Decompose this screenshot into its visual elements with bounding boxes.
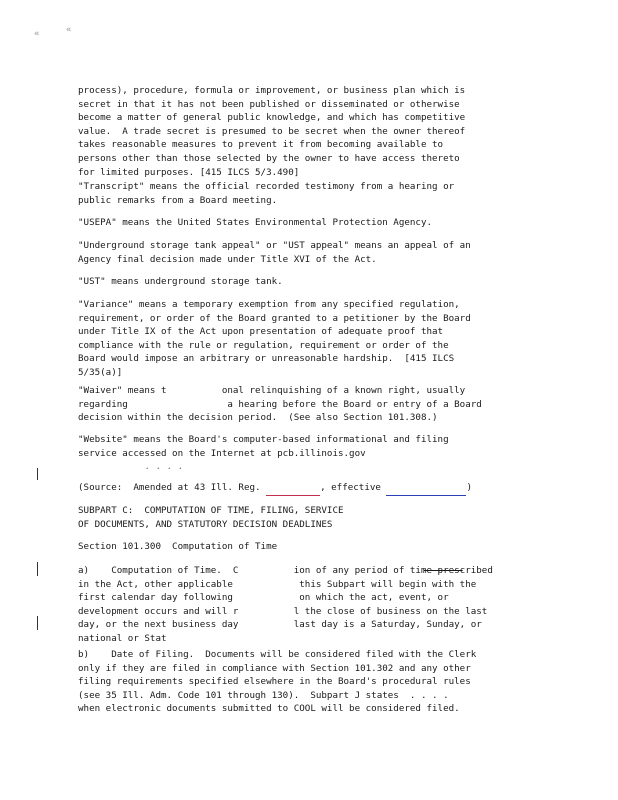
section-heading	[78, 540, 540, 554]
text-line: secret in that it has not been published or disseminated or otherwise	[78, 98, 460, 110]
paragraph-ust	[78, 275, 540, 289]
text-line: decision within the decision period. (See also Section 101.308.)	[78, 412, 438, 424]
paragraph-usepa	[78, 216, 540, 230]
text-line: "Waiver" means t onal relinquishing of a known right, usually	[78, 385, 466, 396]
text-line: service accessed on the Internet at pcb.illinois.gov	[78, 447, 366, 459]
text-line: in the Act, other applicable this Subpart will begin with the	[78, 578, 477, 590]
source-middle: , effective	[320, 482, 387, 493]
paragraph-waiver	[78, 384, 540, 425]
text-line: a) Computation of Time. C ion of any period of time prescribed	[78, 565, 493, 576]
text-line: value. A trade secret is presumed to be secret when the owner thereof	[78, 125, 466, 137]
blank-effective-line	[386, 481, 466, 496]
text-line: become a matter of general public knowledge, and which has competitive	[78, 112, 466, 124]
text-line: development occurs and will r l the close of business on the last	[78, 605, 488, 617]
text-line: requirement, or order of the Board granted to a petitioner by the Board	[78, 312, 471, 324]
text-line: under Title IX of the Act upon presentation of adequate proof that	[78, 326, 444, 338]
text-line: "USEPA" means the United States Environmental Protection Agency.	[78, 217, 433, 228]
source-note	[78, 481, 540, 496]
paragraph-ust-appeal	[78, 239, 540, 266]
revision-bar	[37, 616, 38, 630]
text-line: Board would impose an arbitrary or unreasonable hardship. [415 ILCS	[78, 353, 455, 365]
paragraph-variance	[78, 298, 540, 380]
text-line: regarding a hearing before the Board or entry of a Board	[78, 398, 482, 410]
text-line: filing requirements specified elsewhere in the Board's procedural rules	[78, 676, 471, 688]
text-line: national or Stat	[78, 632, 167, 644]
revision-bar	[37, 562, 38, 576]
revision-bar	[37, 468, 38, 480]
text-line: b) Date of Filing. Documents will be considered filed with the Clerk	[78, 649, 477, 660]
text-line: "UST" means underground storage tank.	[78, 276, 283, 287]
text-line: (see 35 Ill. Adm. Code 101 through 130). Subpart J states . . . .	[78, 689, 449, 701]
text-line: 5/35(a)]	[78, 366, 123, 378]
source-suffix: )	[466, 482, 473, 493]
text-line: for limited purposes. [415 ILCS 5/3.490]	[78, 166, 300, 178]
text-line: "Underground storage tank appeal" or "UST appeal" means an appeal of an	[78, 240, 471, 251]
scan-residue: . . . .	[78, 461, 184, 473]
scan-mark: «	[34, 29, 40, 39]
struck-text	[424, 564, 463, 578]
text-line: OF DOCUMENTS, AND STATUTORY DECISION DEADLINES	[78, 518, 333, 530]
text-line: only if they are filed in compliance with Section 101.302 and any other	[78, 662, 471, 674]
blank-register-line	[266, 481, 320, 496]
text-line: persons other than those selected by the owner to have access thereto	[78, 152, 460, 164]
text-line: Agency final decision made under Title XVI of the Act.	[78, 253, 377, 265]
text-line: when electronic documents submitted to COOL will be considered filed.	[78, 703, 460, 715]
text-line: public remarks from a Board meeting.	[78, 194, 278, 206]
text-line: takes reasonable measures to prevent it from becoming available to	[78, 139, 444, 151]
text-line: SUBPART C: COMPUTATION OF TIME, FILING, SERVICE	[78, 505, 344, 516]
paragraph-b-date-of-filing	[78, 648, 540, 716]
text-line: day, or the next business day last day is a Saturday, Sunday, or	[78, 619, 482, 631]
text-line: process), procedure, formula or improvement, or business plan which is	[78, 85, 466, 96]
text-line: first calendar day following on which the act, event, or	[78, 592, 449, 604]
text-line: compliance with the rule or regulation, requirement or order of the	[78, 339, 449, 351]
text-line: "Variance" means a temporary exemption from any specified regulation,	[78, 299, 460, 310]
source-prefix: (Source: Amended at 43 Ill. Reg.	[78, 482, 267, 493]
text-line: "Transcript" means the official recorded testimony from a hearing or	[78, 181, 455, 192]
paragraph-trade-secret	[78, 84, 540, 179]
section-title: Section 101.300 Computation of Time	[78, 541, 278, 552]
paragraph-a-computation-of-time	[78, 564, 540, 646]
subpart-heading	[78, 504, 540, 531]
paragraph-transcript	[78, 180, 540, 207]
text-line: "Website" means the Board's computer-based informational and filing	[78, 434, 449, 445]
scan-mark: «	[66, 25, 72, 35]
paragraph-website	[78, 433, 540, 474]
